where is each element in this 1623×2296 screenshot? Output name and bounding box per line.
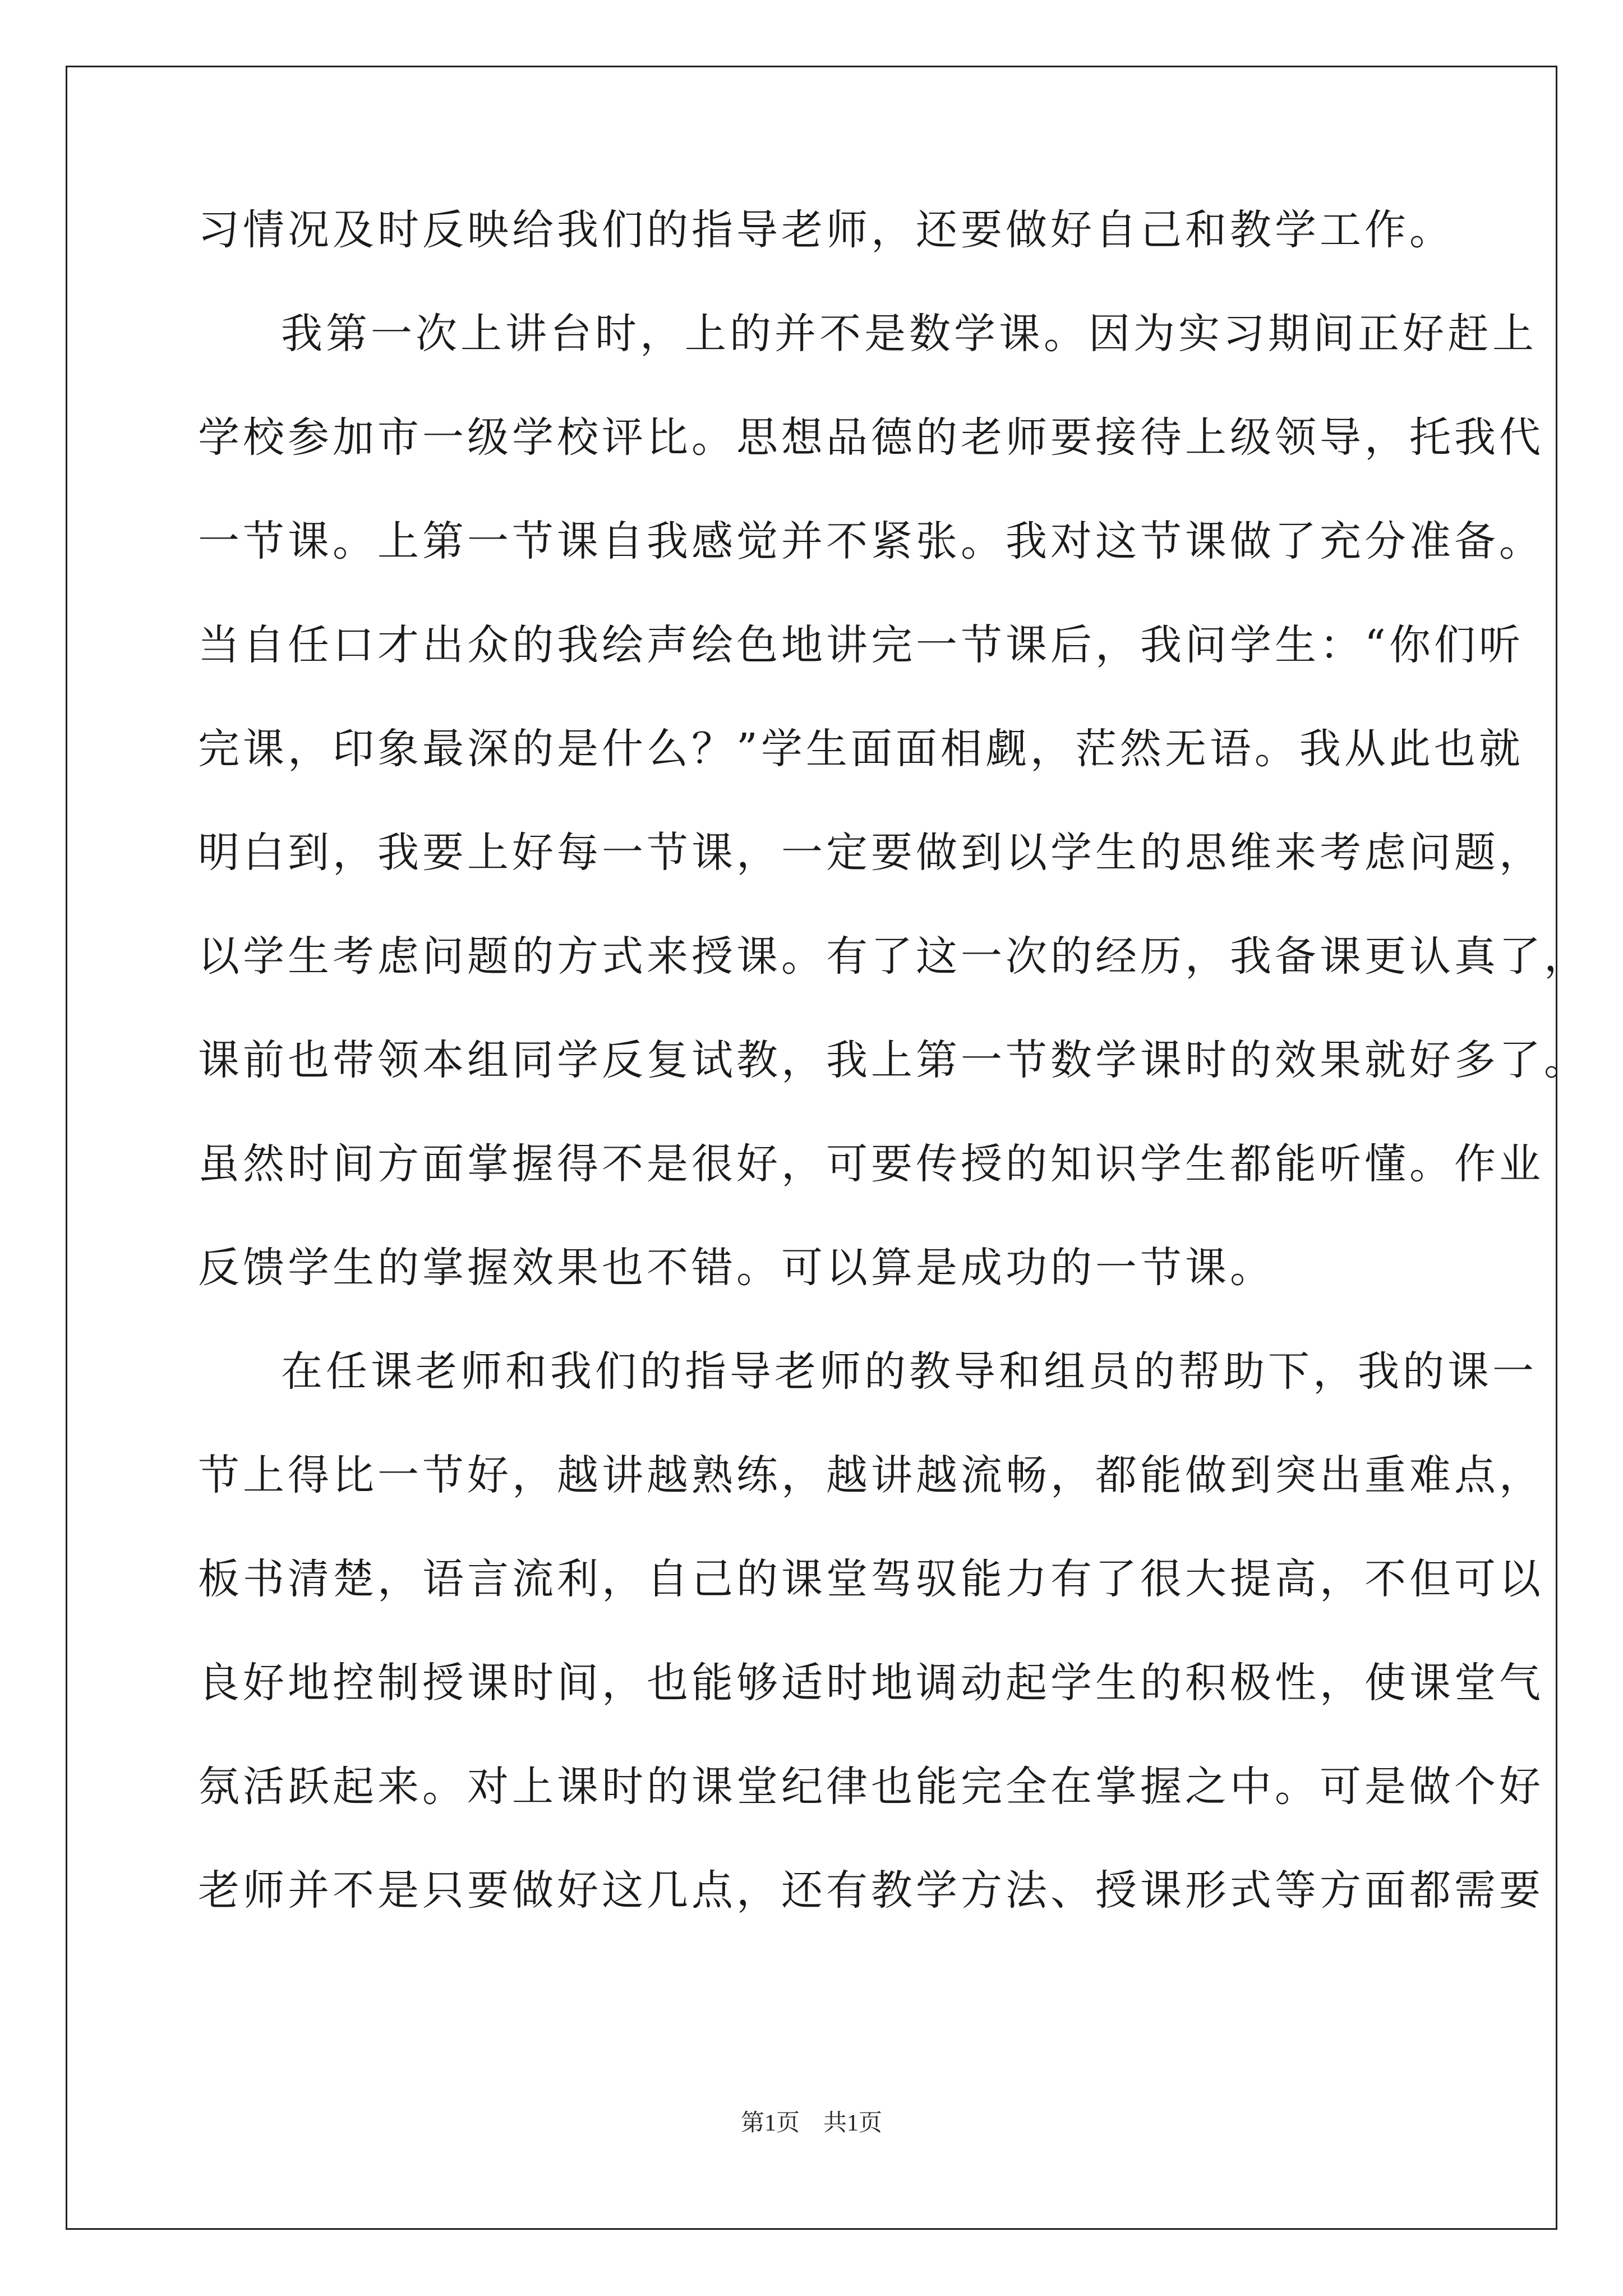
text-line: 反馈学生的掌握效果也不错。可以算是成功的一节课。 xyxy=(198,1244,1275,1292)
text-line: 氛活跃起来。对上课时的课堂纪律也能完全在掌握之中。可是做个好 xyxy=(198,1763,1544,1811)
text-line: 习情况及时反映给我们的指导老师，还要做好自己和教学工作。 xyxy=(198,206,1454,254)
text-line: 节上得比一节好，越讲越熟练，越讲越流畅，都能做到突出重难点， xyxy=(198,1451,1544,1499)
text-line: 板书清楚，语言流利，自己的课堂驾驭能力有了很大提高，不但可以 xyxy=(198,1555,1544,1603)
text-line: 课前也带领本组同学反复试教，我上第一节数学课时的效果就好多了。 xyxy=(198,1036,1589,1084)
paragraph-first-line: 我第一次上讲台时，上的并不是数学课。因为实习期间正好赶上 xyxy=(281,310,1537,358)
text-line: 以学生考虑问题的方式来授课。有了这一次的经历，我备课更认真了， xyxy=(198,932,1589,981)
text-line: 当自任口才出众的我绘声绘色地讲完一节课后，我问学生：“你们听 xyxy=(198,621,1524,669)
text-line: 明白到，我要上好每一节课，一定要做到以学生的思维来考虑问题， xyxy=(198,829,1544,877)
text-line: 完课，印象最深的是什么？”学生面面相觑，茫然无语。我从此也就 xyxy=(198,725,1524,773)
text-line: 虽然时间方面掌握得不是很好，可要传授的知识学生都能听懂。作业 xyxy=(198,1140,1544,1188)
text-line: 学校参加市一级学校评比。思想品德的老师要接待上级领导，托我代 xyxy=(198,413,1544,462)
paragraph-first-line: 在任课老师和我们的指导老师的教导和组员的帮助下，我的课一 xyxy=(281,1347,1537,1396)
text-line: 一节课。上第一节课自我感觉并不紧张。我对这节课做了充分准备。 xyxy=(198,517,1544,565)
page-footer: 第1页 共1页 xyxy=(740,2110,882,2136)
text-line: 良好地控制授课时间，也能够适时地调动起学生的积极性，使课堂气 xyxy=(198,1659,1544,1707)
text-line: 老师并不是只要做好这几点，还有教学方法、授课形式等方面都需要 xyxy=(198,1866,1544,1915)
